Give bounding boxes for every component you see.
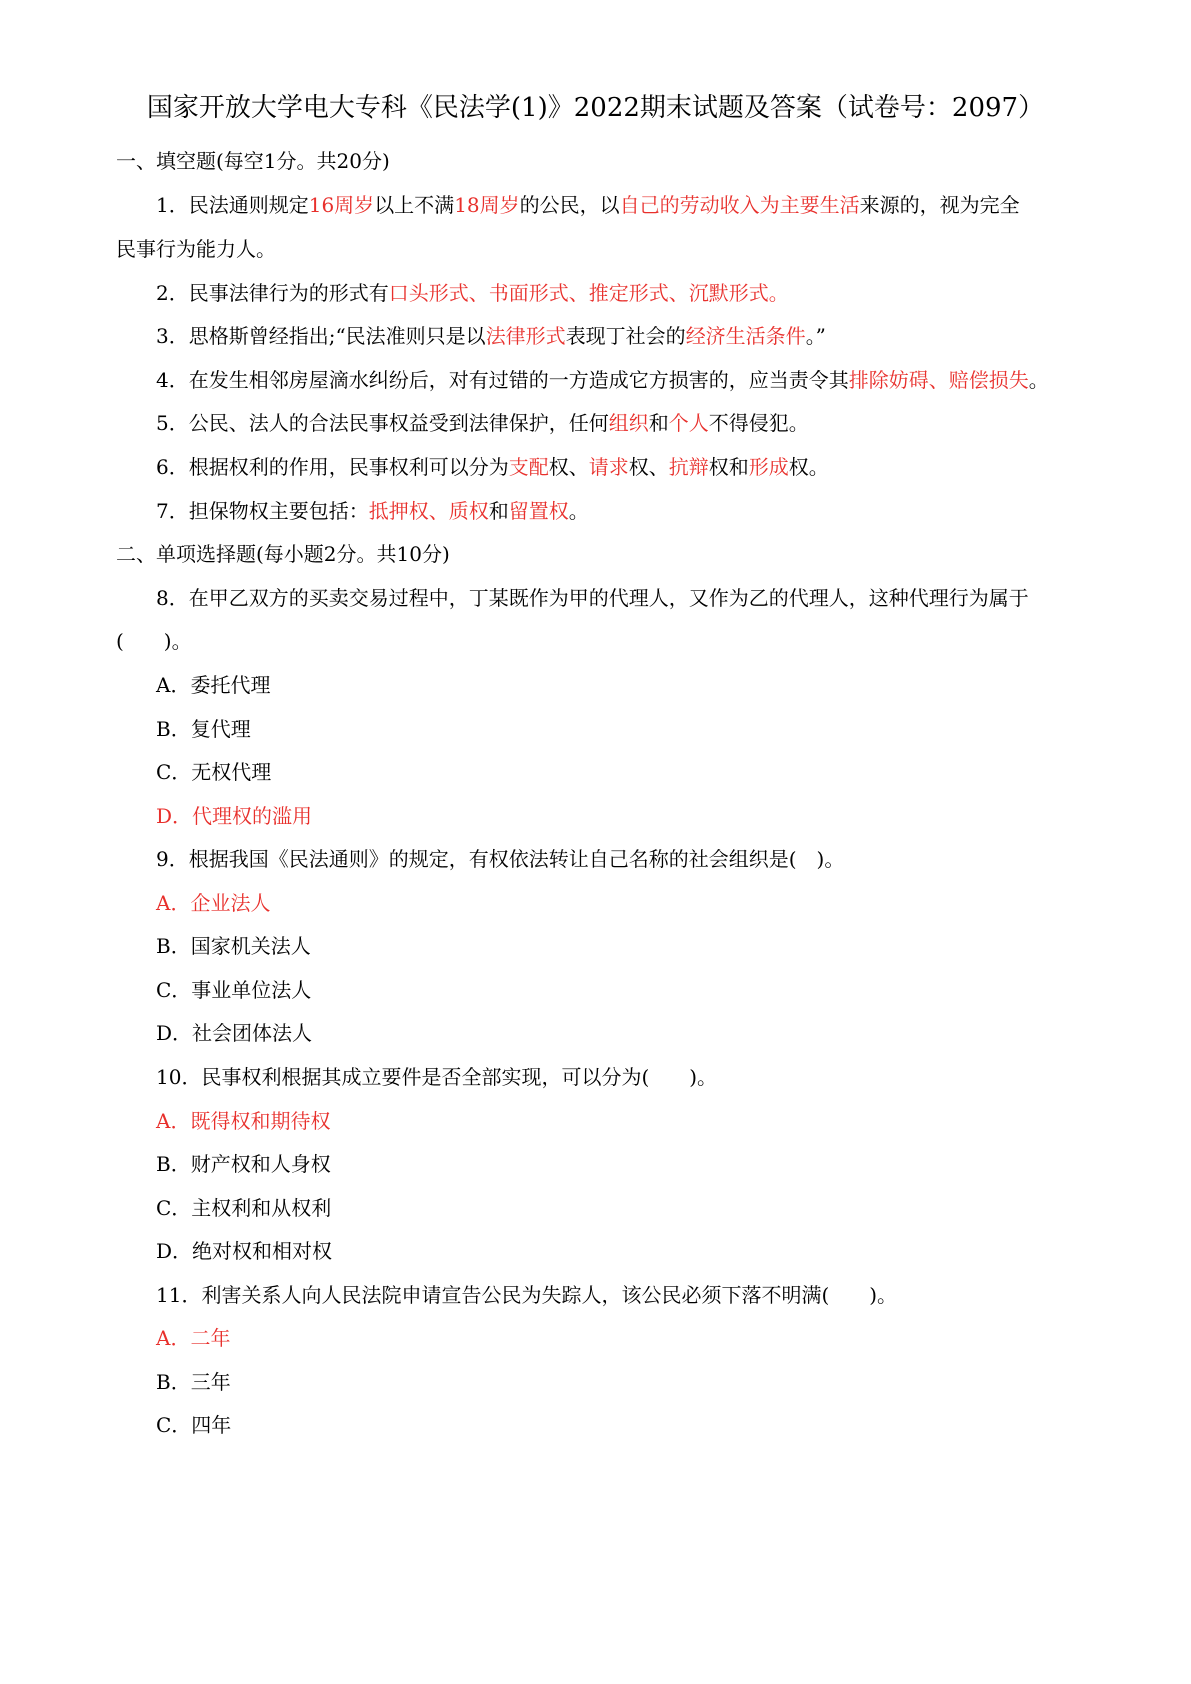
question-8: 8．在甲乙双方的买卖交易过程中，丁某既作为甲的代理人，又作为乙的代理人，这种代理行为属于 bbox=[156, 586, 1029, 610]
answer-text: 抵押权 bbox=[368, 499, 429, 523]
question-1-continuation: 民事行为能力人。 bbox=[116, 237, 276, 261]
answer-text: 自己的劳动收入为主要生活 bbox=[619, 193, 860, 217]
question-text: 。 bbox=[1028, 368, 1049, 392]
answer-text: 个人 bbox=[668, 411, 709, 435]
q9-option-b: B．国家机关法人 bbox=[156, 934, 311, 958]
section-heading-fill-blank: 一、填空题(每空1分。共20分) bbox=[116, 149, 390, 173]
question-1 bbox=[156, 192, 1020, 218]
answer-text: 16周岁 bbox=[308, 193, 375, 217]
question-10: 10．民事权利根据其成立要件是否全部实现，可以分为( )。 bbox=[156, 1065, 718, 1089]
question-text: 。 bbox=[568, 499, 589, 523]
question-6 bbox=[156, 454, 829, 480]
separator: 、 bbox=[928, 368, 949, 392]
question-text: 1．民法通则规定 bbox=[156, 193, 309, 217]
q8-option-d-answer: D．代理权的滥用 bbox=[156, 804, 313, 828]
q11-option-a-answer: A．二年 bbox=[156, 1326, 231, 1350]
answer-text: 请求 bbox=[588, 455, 629, 479]
section-heading-single-choice: 二、单项选择题(每小题2分。共10分) bbox=[116, 542, 450, 566]
q10-option-b: B．财产权和人身权 bbox=[156, 1152, 331, 1176]
question-text: 以上不满 bbox=[374, 193, 455, 217]
q9-option-c: C．事业单位法人 bbox=[156, 978, 312, 1002]
answer-text: 经济生活条件 bbox=[685, 324, 806, 348]
q9-option-a-answer: A．企业法人 bbox=[156, 891, 271, 915]
q9-option-d: D．社会团体法人 bbox=[156, 1021, 313, 1045]
answer-text: 赔偿损失 bbox=[948, 368, 1029, 392]
question-4 bbox=[156, 367, 1049, 393]
page-title: 国家开放大学电大专科《民法学(1)》2022期末试题及答案（试卷号：2097） bbox=[146, 93, 1045, 123]
question-text: 和 bbox=[488, 499, 509, 523]
question-text: 3．思格斯曾经指出;“民法准则只是以 bbox=[156, 324, 486, 348]
answer-text: 法律形式 bbox=[485, 324, 566, 348]
question-11: 11．利害关系人向人民法院申请宣告公民为失踪人，该公民必须下落不明满( )。 bbox=[156, 1283, 898, 1307]
question-9: 9．根据我国《民法通则》的规定，有权依法转让自己名称的社会组织是( )。 bbox=[156, 847, 845, 871]
answer-text: 留置权 bbox=[508, 499, 569, 523]
answer-text: 形成 bbox=[748, 455, 789, 479]
q8-option-b: B．复代理 bbox=[156, 717, 251, 741]
question-text: 权、 bbox=[628, 455, 669, 479]
answer-text: 口头形式 bbox=[388, 281, 469, 305]
question-text: 权和 bbox=[708, 455, 749, 479]
question-8-continuation: ( )。 bbox=[116, 629, 192, 653]
q8-option-a: A．委托代理 bbox=[156, 673, 271, 697]
q10-option-a-answer: A．既得权和期待权 bbox=[156, 1109, 331, 1133]
answer-text: 18周岁 bbox=[454, 193, 520, 217]
question-text: 权。 bbox=[788, 455, 829, 479]
q8-option-c: C．无权代理 bbox=[156, 760, 272, 784]
answer-text: 推定形式 bbox=[588, 281, 669, 305]
question-text: 2．民事法律行为的形式有 bbox=[156, 281, 389, 305]
answer-text: 质权 bbox=[448, 499, 489, 523]
question-2 bbox=[156, 280, 789, 306]
answer-text: 抗辩 bbox=[668, 455, 709, 479]
question-text: 来源的，视为完全 bbox=[859, 193, 1020, 217]
answer-text: 排除妨碍 bbox=[848, 368, 929, 392]
question-text: 权、 bbox=[548, 455, 589, 479]
separator: 、 bbox=[668, 281, 689, 305]
question-3 bbox=[156, 323, 826, 349]
question-text: 表现丁社会的 bbox=[565, 324, 686, 348]
q11-option-c: C．四年 bbox=[156, 1413, 232, 1437]
separator: 、 bbox=[568, 281, 589, 305]
answer-text: 支配 bbox=[508, 455, 549, 479]
q10-option-d: D．绝对权和相对权 bbox=[156, 1239, 333, 1263]
answer-text: 书面形式 bbox=[488, 281, 569, 305]
question-text: 不得侵犯。 bbox=[708, 411, 809, 435]
question-text: 6．根据权利的作用，民事权利可以分为 bbox=[156, 455, 509, 479]
question-7 bbox=[156, 498, 589, 524]
separator: 、 bbox=[468, 281, 489, 305]
separator: 、 bbox=[428, 499, 449, 523]
q11-option-b: B．三年 bbox=[156, 1370, 231, 1394]
question-text: 7．担保物权主要包括： bbox=[156, 499, 369, 523]
question-text: 的公民，以 bbox=[519, 193, 620, 217]
q10-option-c: C．主权利和从权利 bbox=[156, 1196, 332, 1220]
question-text: 4．在发生相邻房屋滴水纠纷后，对有过错的一方造成它方损害的，应当责令其 bbox=[156, 368, 849, 392]
answer-text: 组织 bbox=[608, 411, 649, 435]
question-text: 5．公民、法人的合法民事权益受到法律保护，任何 bbox=[156, 411, 609, 435]
question-5 bbox=[156, 410, 809, 436]
question-text: 。” bbox=[805, 324, 826, 348]
question-text: 。 bbox=[768, 281, 789, 305]
question-text: 和 bbox=[648, 411, 669, 435]
answer-text: 沉默形式 bbox=[688, 281, 769, 305]
